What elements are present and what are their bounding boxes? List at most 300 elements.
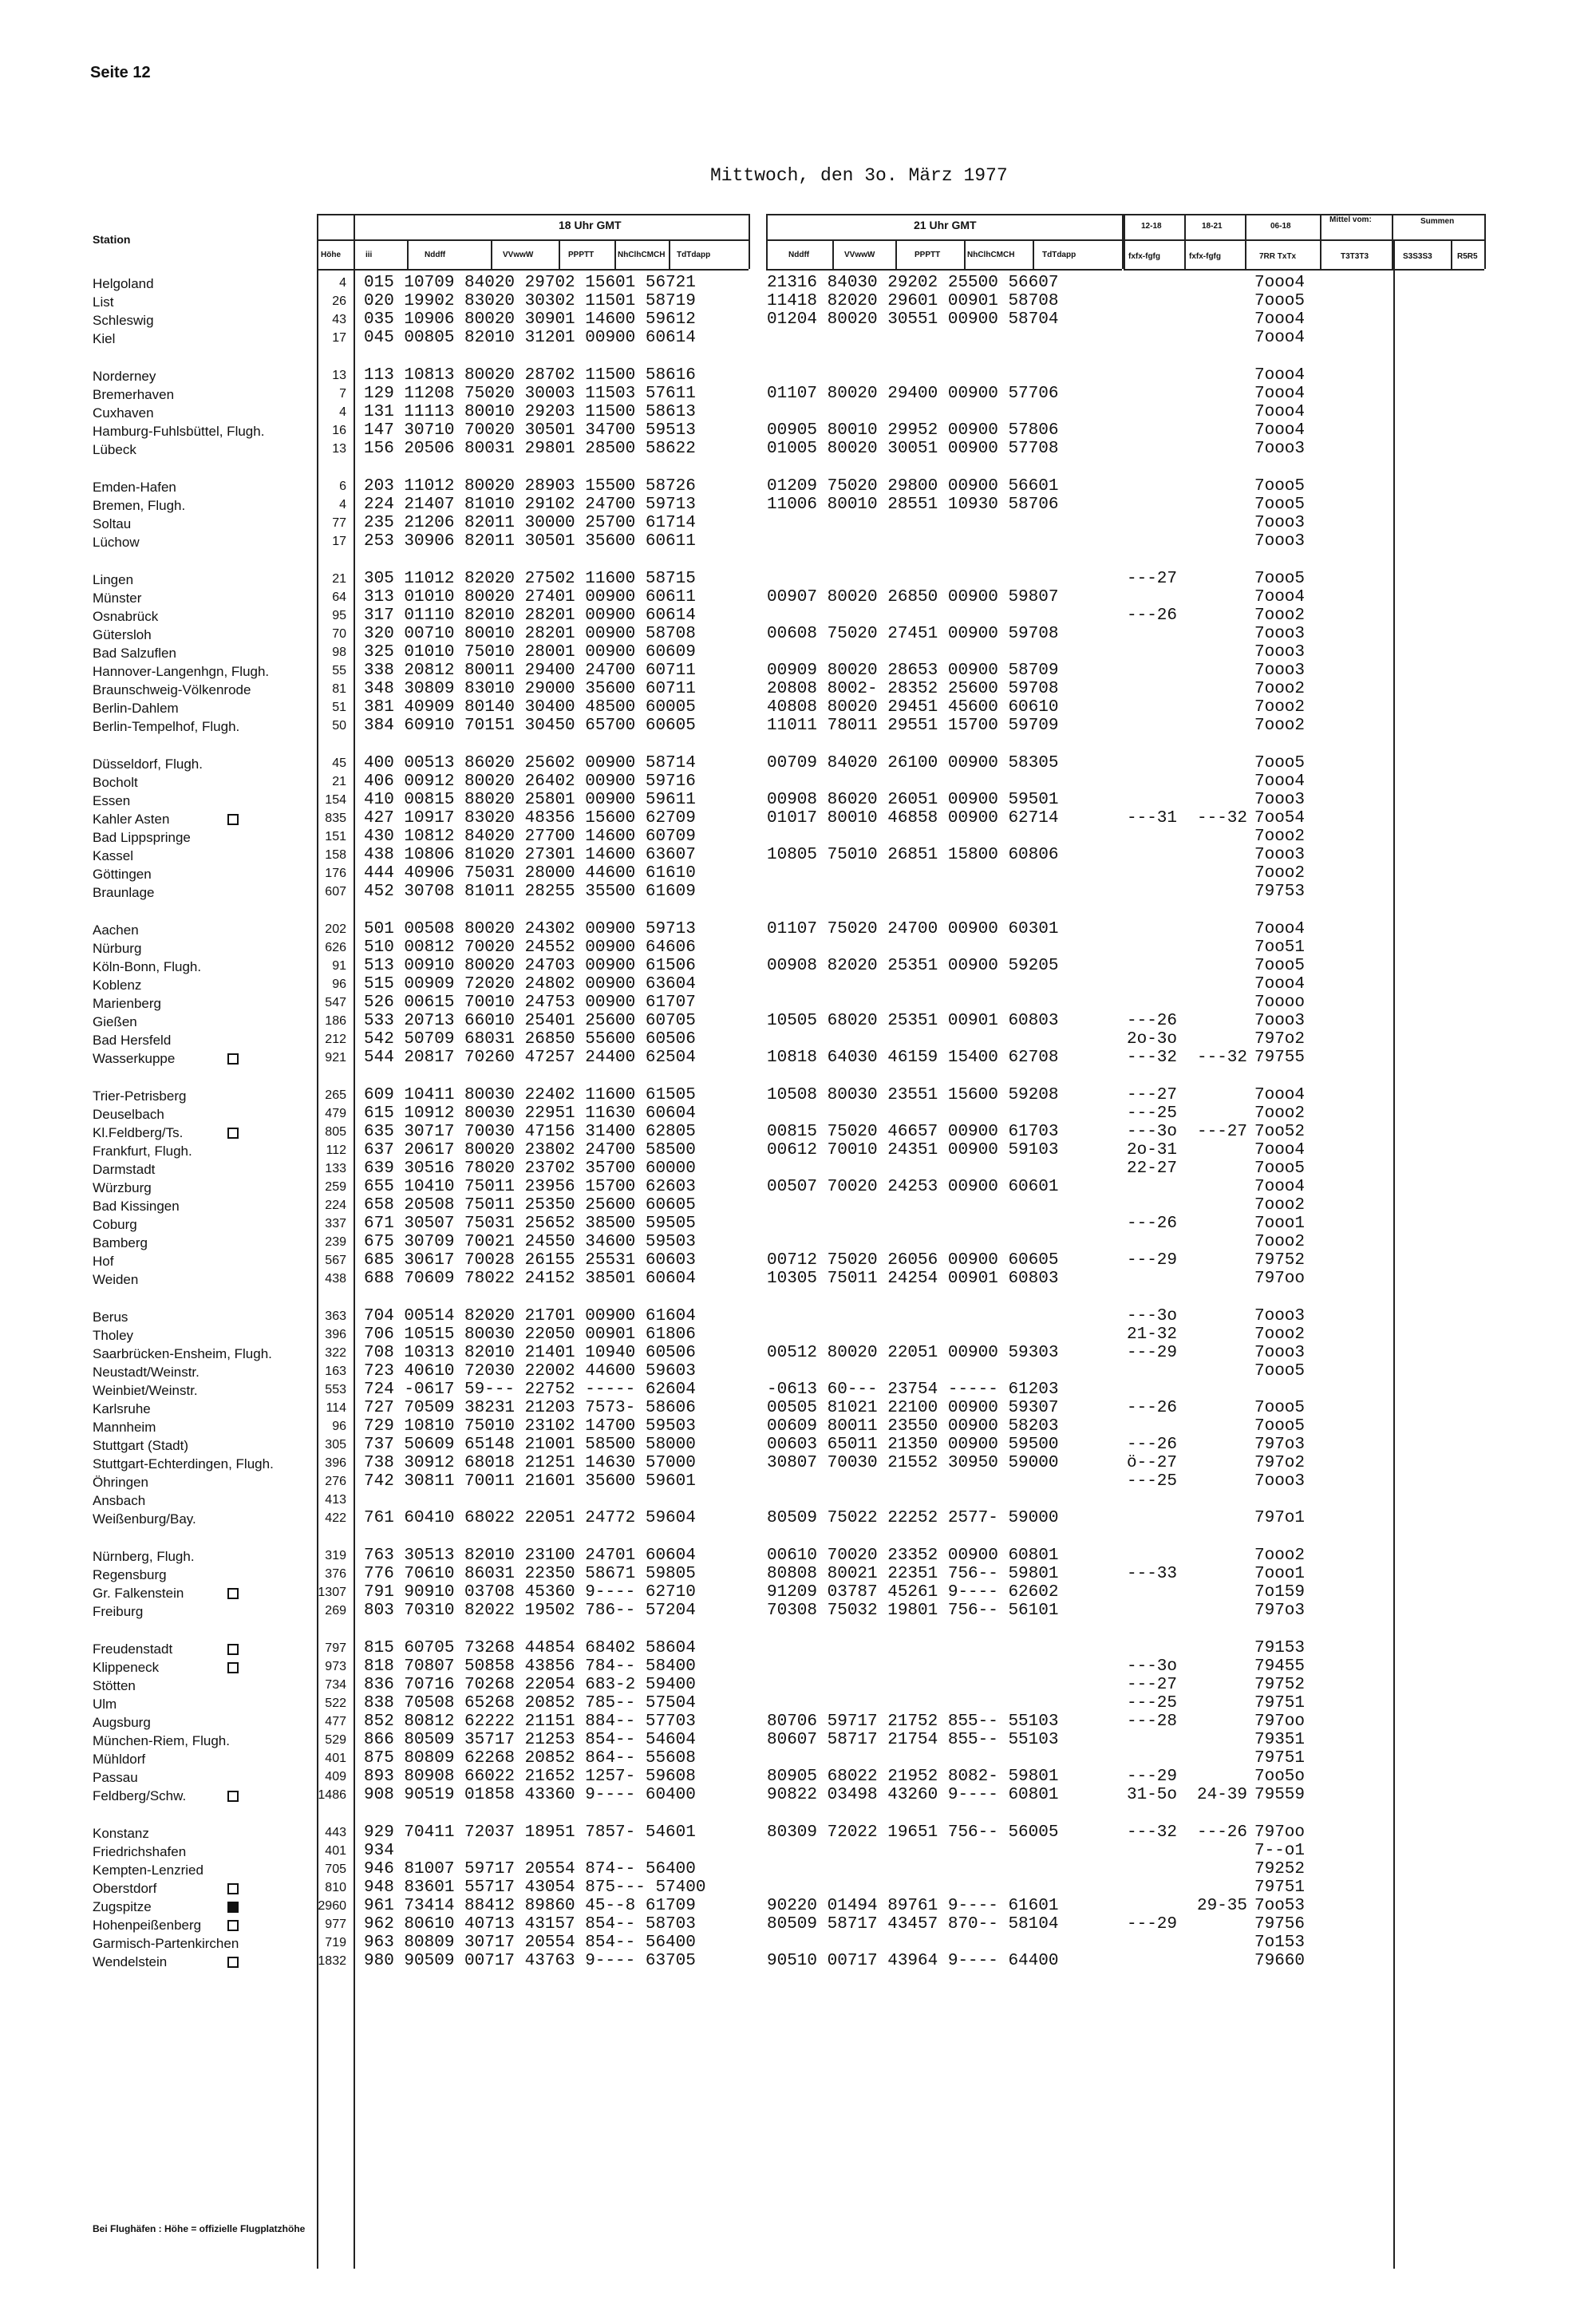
station-height: 4 [339, 498, 346, 512]
station-name: Göttingen [93, 867, 152, 882]
station-name: Koblenz [93, 978, 142, 993]
station-name: Cuxhaven [93, 405, 154, 421]
station-name: Stuttgart-Echterdingen, Flugh. [93, 1456, 274, 1471]
station-name: Aachen [93, 922, 139, 938]
obs-18-gmt: 131 11113 80010 29203 11500 58613 [364, 403, 696, 421]
open-square-icon [227, 1662, 239, 1673]
precip-code: 79751 [1254, 1749, 1306, 1768]
open-square-icon [227, 1644, 239, 1655]
precip-code: 797o1 [1254, 1509, 1306, 1527]
station-name: Emden-Hafen [93, 480, 176, 495]
precip-code: 797o3 [1254, 1436, 1306, 1454]
station-name: Gütersloh [93, 627, 152, 642]
precip-code: 7o159 [1254, 1583, 1306, 1602]
obs-18-gmt: 129 11208 75020 30003 11503 57611 [364, 385, 696, 403]
precip-code: 797oo [1254, 1270, 1306, 1288]
open-square-icon [227, 1791, 239, 1802]
station-height: 319 [325, 1549, 346, 1562]
station-height: 409 [325, 1770, 346, 1784]
station-height: 6 [339, 480, 346, 493]
station-name: Kiel [93, 331, 116, 346]
max-gust-12-18: ---26 [1127, 1012, 1178, 1030]
header-vvwww-18: VVwwW [503, 251, 534, 259]
header-nddff-21: Nddff [788, 251, 810, 259]
header-rrr: 7RR TxTx [1259, 252, 1297, 261]
max-gust-12-18: ---25 [1127, 1694, 1178, 1712]
station-height: 202 [325, 922, 346, 936]
station-height: 91 [332, 959, 346, 973]
precip-code: 7ooo3 [1254, 1012, 1306, 1030]
obs-18-gmt: 317 01110 82010 28201 00900 60614 [364, 606, 696, 625]
station-name: Würzburg [93, 1180, 152, 1195]
max-gust-18-21: 24-39 [1197, 1786, 1248, 1804]
obs-18-gmt: 655 10410 75011 23956 15700 62603 [364, 1178, 696, 1196]
station-height: 98 [332, 646, 346, 659]
obs-18-gmt: 688 70609 78022 24152 38501 60604 [364, 1270, 696, 1288]
station-name: Osnabrück [93, 609, 159, 624]
station-height: 567 [325, 1254, 346, 1267]
station-height: 77 [332, 516, 346, 530]
precip-code: 79153 [1254, 1639, 1306, 1657]
obs-21-gmt: 00908 82020 25351 00900 59205 [767, 957, 1059, 975]
obs-18-gmt: 338 20812 80011 29400 24700 60711 [364, 662, 696, 680]
station-height: 477 [325, 1715, 346, 1728]
obs-21-gmt: 90510 00717 43964 9---- 64400 [767, 1952, 1059, 1970]
precip-code: 79756 [1254, 1915, 1306, 1934]
precip-code: 7ooo4 [1254, 421, 1306, 440]
station-name: Bocholt [93, 775, 138, 790]
station-name: Hohenpeißenberg [93, 1918, 202, 1933]
precip-code: 7ooo5 [1254, 477, 1306, 496]
obs-18-gmt: 875 80809 62268 20852 864-- 55608 [364, 1749, 696, 1768]
precip-code: 79753 [1254, 883, 1306, 901]
station-name: Berus [93, 1309, 128, 1325]
precip-code: 797o3 [1254, 1602, 1306, 1620]
obs-21-gmt: 00507 70020 24253 00900 60601 [767, 1178, 1059, 1196]
obs-21-gmt: 00505 81021 22100 00900 59307 [767, 1399, 1059, 1417]
obs-21-gmt: 21316 84030 29202 25500 56607 [767, 274, 1059, 292]
obs-21-gmt: 00712 75020 26056 00900 60605 [767, 1251, 1059, 1270]
precip-code: 79455 [1254, 1657, 1306, 1676]
precip-code: 7ooo4 [1254, 975, 1306, 993]
station-height: 43 [332, 313, 346, 326]
station-name: Öhringen [93, 1475, 148, 1490]
obs-18-gmt: 737 50609 65148 21001 58500 58000 [364, 1436, 696, 1454]
precip-code: 7ooo2 [1254, 1104, 1306, 1123]
obs-18-gmt: 325 01010 75010 28001 00900 60609 [364, 643, 696, 662]
station-name: Bamberg [93, 1235, 148, 1250]
station-name: Friedrichshafen [93, 1844, 187, 1859]
max-gust-12-18: 22-27 [1127, 1159, 1178, 1178]
precip-code: 7ooo3 [1254, 662, 1306, 680]
obs-18-gmt: 961 73414 88412 89860 45--8 61709 [364, 1897, 696, 1915]
station-height: 224 [325, 1199, 346, 1212]
obs-21-gmt: 01017 80010 46858 00900 62714 [767, 809, 1059, 828]
station-height: 163 [325, 1365, 346, 1378]
header-ppptt-21: PPPTT [915, 251, 941, 259]
obs-18-gmt: 639 30516 78020 23702 35700 60000 [364, 1159, 696, 1178]
max-gust-12-18: ---32 [1127, 1049, 1178, 1067]
station-height: 212 [325, 1033, 346, 1046]
station-height: 705 [325, 1863, 346, 1876]
obs-18-gmt: 866 80509 35717 21253 854-- 54604 [364, 1731, 696, 1749]
station-height: 322 [325, 1346, 346, 1360]
obs-18-gmt: 635 30717 70030 47156 31400 62805 [364, 1123, 696, 1141]
obs-21-gmt: 10805 75010 26851 15800 60806 [767, 846, 1059, 864]
obs-18-gmt: 962 80610 40713 43157 854-- 58703 [364, 1915, 696, 1934]
precip-code: 7ooo4 [1254, 274, 1306, 292]
obs-21-gmt: 00709 84020 26100 00900 58305 [767, 754, 1059, 772]
precip-code: 7ooo5 [1254, 1159, 1306, 1178]
max-gust-12-18: ---26 [1127, 1436, 1178, 1454]
station-name: Freiburg [93, 1604, 144, 1619]
station-name: München-Riem, Flugh. [93, 1733, 230, 1748]
header-s3: S3S3S3 [1403, 252, 1432, 261]
obs-21-gmt: 00512 80020 22051 00900 59303 [767, 1344, 1059, 1362]
obs-18-gmt: 963 80809 30717 20554 854-- 56400 [364, 1934, 696, 1952]
station-name: Bremerhaven [93, 387, 175, 402]
station-name: Düsseldorf, Flugh. [93, 756, 203, 772]
precip-code: 7ooo3 [1254, 440, 1306, 458]
obs-18-gmt: 320 00710 80010 28201 00900 58708 [364, 625, 696, 643]
obs-21-gmt: 11006 80010 28551 10930 58706 [767, 496, 1059, 514]
precip-code: 7ooo5 [1254, 496, 1306, 514]
station-height: 16 [332, 424, 346, 437]
header-18-21: 18-21 [1202, 222, 1223, 231]
station-height: 96 [332, 978, 346, 991]
station-height: 55 [332, 664, 346, 677]
obs-18-gmt: 035 10906 80020 30901 14600 59612 [364, 310, 696, 329]
station-name: Saarbrücken-Ensheim, Flugh. [93, 1346, 272, 1361]
precip-code: 79252 [1254, 1860, 1306, 1878]
obs-18-gmt: 776 70610 86031 22350 58671 59805 [364, 1565, 696, 1583]
obs-18-gmt: 724 -0617 59--- 22752 ----- 62604 [364, 1381, 696, 1399]
precip-code: 79351 [1254, 1731, 1306, 1749]
open-square-icon [227, 1883, 239, 1894]
precip-code: 7ooo3 [1254, 791, 1306, 809]
station-height: 337 [325, 1217, 346, 1230]
obs-18-gmt: 791 90910 03708 45360 9---- 62710 [364, 1583, 696, 1602]
obs-21-gmt: 00610 70020 23352 00900 60801 [767, 1546, 1059, 1565]
obs-21-gmt: 00608 75020 27451 00900 59708 [767, 625, 1059, 643]
obs-21-gmt: 91209 03787 45261 9---- 62602 [767, 1583, 1059, 1602]
precip-code: 7ooo3 [1254, 643, 1306, 662]
obs-18-gmt: 156 20506 80031 29801 28500 58622 [364, 440, 696, 458]
station-height: 114 [326, 1401, 346, 1415]
precip-code: 7ooo2 [1254, 864, 1306, 883]
precip-code: 7ooo5 [1254, 1399, 1306, 1417]
obs-21-gmt: 00603 65011 21350 00900 59500 [767, 1436, 1059, 1454]
max-gust-12-18: ---29 [1127, 1915, 1178, 1934]
obs-21-gmt: 01107 80020 29400 00900 57706 [767, 385, 1059, 403]
obs-21-gmt: 00908 86020 26051 00900 59501 [767, 791, 1059, 809]
header-summen: Summen [1420, 217, 1455, 226]
obs-18-gmt: 946 81007 59717 20554 874-- 56400 [364, 1860, 696, 1878]
station-height: 2960 [318, 1899, 346, 1913]
obs-18-gmt: 671 30507 75031 25652 38500 59505 [364, 1215, 696, 1233]
header-iii: iii [365, 251, 373, 259]
station-name: Weißenburg/Bay. [93, 1511, 196, 1527]
station-height: 607 [325, 885, 346, 899]
max-gust-12-18: 21-32 [1127, 1325, 1178, 1344]
obs-18-gmt: 015 10709 84020 29702 15601 56721 [364, 274, 696, 292]
station-name: Nürburg [93, 941, 142, 956]
precip-code: 7ooo4 [1254, 310, 1306, 329]
station-name: Frankfurt, Flugh. [93, 1144, 192, 1159]
obs-18-gmt: 738 30912 68018 21251 14630 57000 [364, 1454, 696, 1472]
station-height: 835 [325, 812, 346, 825]
station-name: Coburg [93, 1217, 137, 1232]
station-height: 186 [325, 1014, 346, 1028]
station-height: 95 [332, 609, 346, 622]
station-name: Hamburg-Fuhlsbüttel, Flugh. [93, 424, 265, 439]
precip-code: 7oo53 [1254, 1897, 1306, 1915]
precip-code: 79752 [1254, 1676, 1306, 1694]
max-gust-12-18: ---26 [1127, 1215, 1178, 1233]
obs-18-gmt: 224 21407 81010 29102 24700 59713 [364, 496, 696, 514]
obs-21-gmt: 01005 80020 30051 00900 57708 [767, 440, 1059, 458]
obs-18-gmt: 444 40906 75031 28000 44600 61610 [364, 864, 696, 883]
station-height: 176 [325, 867, 346, 880]
station-name: Bad Salzuflen [93, 646, 176, 661]
station-height: 810 [325, 1881, 346, 1894]
open-square-icon [227, 1920, 239, 1931]
max-gust-12-18: ---27 [1127, 1676, 1178, 1694]
max-gust-12-18: ---29 [1127, 1344, 1178, 1362]
open-square-icon [227, 1957, 239, 1968]
obs-18-gmt: 729 10810 75010 23102 14700 59503 [364, 1417, 696, 1436]
precip-code: 7ooo3 [1254, 1472, 1306, 1491]
obs-18-gmt: 203 11012 80020 28903 15500 58726 [364, 477, 696, 496]
obs-21-gmt: 11418 82020 29601 00901 58708 [767, 292, 1059, 310]
max-gust-18-21: ---32 [1197, 1049, 1248, 1067]
station-height: 376 [325, 1567, 346, 1581]
station-height: 259 [325, 1180, 346, 1194]
max-gust-12-18: ---33 [1127, 1565, 1178, 1583]
precip-code: 7ooo2 [1254, 1546, 1306, 1565]
obs-18-gmt: 045 00805 82010 31201 00900 60614 [364, 329, 696, 347]
station-height: 154 [325, 793, 346, 807]
station-name: Bremen, Flugh. [93, 498, 186, 513]
open-square-icon [227, 1053, 239, 1065]
max-gust-12-18: ---28 [1127, 1712, 1178, 1731]
obs-18-gmt: 615 10912 80030 22951 11630 60604 [364, 1104, 696, 1123]
obs-18-gmt: 685 30617 70028 26155 25531 60603 [364, 1251, 696, 1270]
open-square-icon [227, 1128, 239, 1139]
station-name: Bad Lippspringe [93, 830, 191, 845]
precip-code: 7ooo2 [1254, 1233, 1306, 1251]
precip-code: 7oo51 [1254, 938, 1306, 957]
station-height: 21 [332, 775, 346, 788]
station-name: Lüchow [93, 535, 140, 550]
station-height: 239 [325, 1235, 346, 1249]
precip-code: 797oo [1254, 1823, 1306, 1842]
header-tdtd-18: TdTdapp [677, 251, 711, 259]
obs-18-gmt: 430 10812 84020 27700 14600 60709 [364, 828, 696, 846]
precip-code: 7ooo2 [1254, 717, 1306, 735]
station-name: Trier-Petrisberg [93, 1088, 187, 1104]
precip-code: 7ooo3 [1254, 1307, 1306, 1325]
station-name: Soltau [93, 516, 132, 531]
station-name: Regensburg [93, 1567, 167, 1582]
max-gust-12-18: ö--27 [1127, 1454, 1178, 1472]
station-name: Deuselbach [93, 1107, 164, 1122]
station-name: Norderney [93, 369, 156, 384]
station-name: Lübeck [93, 442, 136, 457]
station-name: Karlsruhe [93, 1401, 151, 1416]
precip-code: 7ooo2 [1254, 1325, 1306, 1344]
station-name: Schleswig [93, 313, 154, 328]
precip-code: 7ooo5 [1254, 570, 1306, 588]
obs-18-gmt: 763 30513 82010 23100 24701 60604 [364, 1546, 696, 1565]
obs-21-gmt: 80905 68022 21952 8082- 59801 [767, 1768, 1059, 1786]
station-name: Bad Kissingen [93, 1199, 180, 1214]
obs-18-gmt: 637 20617 80020 23802 24700 58500 [364, 1141, 696, 1159]
station-height: 45 [332, 756, 346, 770]
obs-18-gmt: 235 21206 82011 30000 25700 61714 [364, 514, 696, 532]
station-height: 13 [332, 369, 346, 382]
station-name: Darmstadt [93, 1162, 156, 1177]
station-name: Kassel [93, 848, 134, 863]
station-height: 401 [325, 1844, 346, 1858]
obs-21-gmt: 01204 80020 30551 00900 58704 [767, 310, 1059, 329]
precip-code: 7ooo4 [1254, 1141, 1306, 1159]
obs-18-gmt: 438 10806 81020 27301 14600 63607 [364, 846, 696, 864]
obs-18-gmt: 544 20817 70260 47257 24400 62504 [364, 1049, 696, 1067]
max-gust-12-18: ---3o [1127, 1123, 1178, 1141]
filled-square-icon [227, 1902, 239, 1913]
obs-21-gmt: 01209 75020 29800 00900 56601 [767, 477, 1059, 496]
max-gust-12-18: ---27 [1127, 1086, 1178, 1104]
obs-21-gmt: 10505 68020 25351 00901 60803 [767, 1012, 1059, 1030]
obs-21-gmt: 00609 80011 23550 00900 58203 [767, 1417, 1059, 1436]
station-height: 363 [325, 1309, 346, 1323]
precip-code: 797oo [1254, 1712, 1306, 1731]
header-ppptt-18: PPPTT [568, 251, 595, 259]
max-gust-12-18: ---29 [1127, 1251, 1178, 1270]
obs-18-gmt: 742 30811 70011 21601 35600 59601 [364, 1472, 696, 1491]
station-height: 265 [325, 1088, 346, 1102]
precip-code: 7ooo3 [1254, 846, 1306, 864]
obs-18-gmt: 348 30809 83010 29000 35600 60711 [364, 680, 696, 698]
obs-21-gmt: 00905 80010 29952 00900 57806 [767, 421, 1059, 440]
obs-21-gmt: 10305 75011 24254 00901 60803 [767, 1270, 1059, 1288]
station-name: Nürnberg, Flugh. [93, 1549, 195, 1564]
station-height: 1307 [318, 1586, 346, 1599]
header-nddff-18: Nddff [425, 251, 446, 259]
obs-18-gmt: 658 20508 75011 25350 25600 60605 [364, 1196, 696, 1215]
precip-code: 7ooo5 [1254, 1417, 1306, 1436]
station-height: 734 [325, 1678, 346, 1692]
header-12-18: 12-18 [1141, 222, 1162, 231]
precip-code: 7ooo4 [1254, 920, 1306, 938]
obs-18-gmt: 836 70716 70268 22054 683-2 59400 [364, 1676, 696, 1694]
station-name: Ansbach [93, 1493, 146, 1508]
station-height: 269 [325, 1604, 346, 1618]
precip-code: 7oo52 [1254, 1123, 1306, 1141]
precip-code: 7ooo2 [1254, 1196, 1306, 1215]
obs-18-gmt: 761 60410 68022 22051 24772 59604 [364, 1509, 696, 1527]
precip-code: 7ooo4 [1254, 385, 1306, 403]
station-height: 151 [325, 830, 346, 843]
obs-18-gmt: 908 90519 01858 43360 9---- 60400 [364, 1786, 696, 1804]
precip-code: 79755 [1254, 1049, 1306, 1067]
obs-18-gmt: 515 00909 72020 24802 00900 63604 [364, 975, 696, 993]
precip-code: 7ooo3 [1254, 625, 1306, 643]
station-name: Münster [93, 591, 142, 606]
station-name: Freudenstadt [93, 1641, 173, 1657]
obs-18-gmt: 815 60705 73268 44854 68402 58604 [364, 1639, 696, 1657]
station-height: 422 [325, 1511, 346, 1525]
station-name: Kempten-Lenzried [93, 1863, 203, 1878]
station-name: Braunlage [93, 885, 155, 900]
station-name: Kl.Feldberg/Ts. [93, 1125, 184, 1140]
precip-code: 7ooo4 [1254, 1086, 1306, 1104]
precip-code: 7ooo5 [1254, 292, 1306, 310]
precip-code: 7ooo2 [1254, 698, 1306, 717]
station-name: Zugspitze [93, 1899, 152, 1914]
max-gust-12-18: ---32 [1127, 1823, 1178, 1842]
station-name: Neustadt/Weinstr. [93, 1365, 200, 1380]
obs-21-gmt: 00612 70010 24351 00900 59103 [767, 1141, 1059, 1159]
header-nh-21: NhClhCMCH [967, 251, 1015, 259]
precip-code: 7oo54 [1254, 809, 1306, 828]
header-vvwww-21: VVwwW [844, 251, 875, 259]
station-name: Braunschweig-Völkenrode [93, 682, 251, 697]
obs-21-gmt: 10818 64030 46159 15400 62708 [767, 1049, 1059, 1067]
obs-18-gmt: 706 10515 80030 22050 00901 61806 [364, 1325, 696, 1344]
station-name: Hof [93, 1254, 114, 1269]
station-name: Garmisch-Partenkirchen [93, 1936, 239, 1951]
station-height: 305 [325, 1438, 346, 1452]
station-height: 81 [332, 682, 346, 696]
precip-code: 7ooo4 [1254, 588, 1306, 606]
precip-code: 7oo5o [1254, 1768, 1306, 1786]
obs-18-gmt: 704 00514 82020 21701 00900 61604 [364, 1307, 696, 1325]
obs-21-gmt: 90220 01494 89761 9---- 61601 [767, 1897, 1059, 1915]
obs-18-gmt: 609 10411 80030 22402 11600 61505 [364, 1086, 696, 1104]
obs-21-gmt: 80607 58717 21754 855-- 55103 [767, 1731, 1059, 1749]
max-gust-12-18: 31-5o [1127, 1786, 1178, 1804]
obs-21-gmt: 00907 80020 26850 00900 59807 [767, 588, 1059, 606]
precip-code: 7ooo5 [1254, 957, 1306, 975]
precip-code: 7ooo3 [1254, 1344, 1306, 1362]
obs-21-gmt: 00815 75020 46657 00900 61703 [767, 1123, 1059, 1141]
station-height: 1832 [318, 1954, 346, 1968]
station-height: 112 [326, 1144, 346, 1157]
station-name: Weinbiet/Weinstr. [93, 1383, 198, 1398]
station-name: Oberstdorf [93, 1881, 157, 1896]
station-height: 626 [325, 941, 346, 954]
max-gust-12-18: ---27 [1127, 570, 1178, 588]
station-name: Passau [93, 1770, 138, 1785]
max-gust-12-18: ---25 [1127, 1104, 1178, 1123]
precip-code: 7ooo4 [1254, 772, 1306, 791]
precip-code: 79660 [1254, 1952, 1306, 1970]
precip-code: 7oooo [1254, 993, 1306, 1012]
station-height: 973 [325, 1660, 346, 1673]
max-gust-18-21: ---26 [1197, 1823, 1248, 1842]
header-t3: T3T3T3 [1341, 252, 1369, 261]
obs-18-gmt: 818 70807 50858 43856 784-- 58400 [364, 1657, 696, 1676]
obs-18-gmt: 501 00508 80020 24302 00900 59713 [364, 920, 696, 938]
station-name: Wendelstein [93, 1954, 168, 1969]
station-height: 133 [325, 1162, 346, 1175]
obs-21-gmt: 01107 75020 24700 00900 60301 [767, 920, 1059, 938]
header-18-gmt: 18 Uhr GMT [559, 219, 622, 231]
station-height: 396 [325, 1328, 346, 1341]
obs-21-gmt: 80808 80021 22351 756-- 59801 [767, 1565, 1059, 1583]
